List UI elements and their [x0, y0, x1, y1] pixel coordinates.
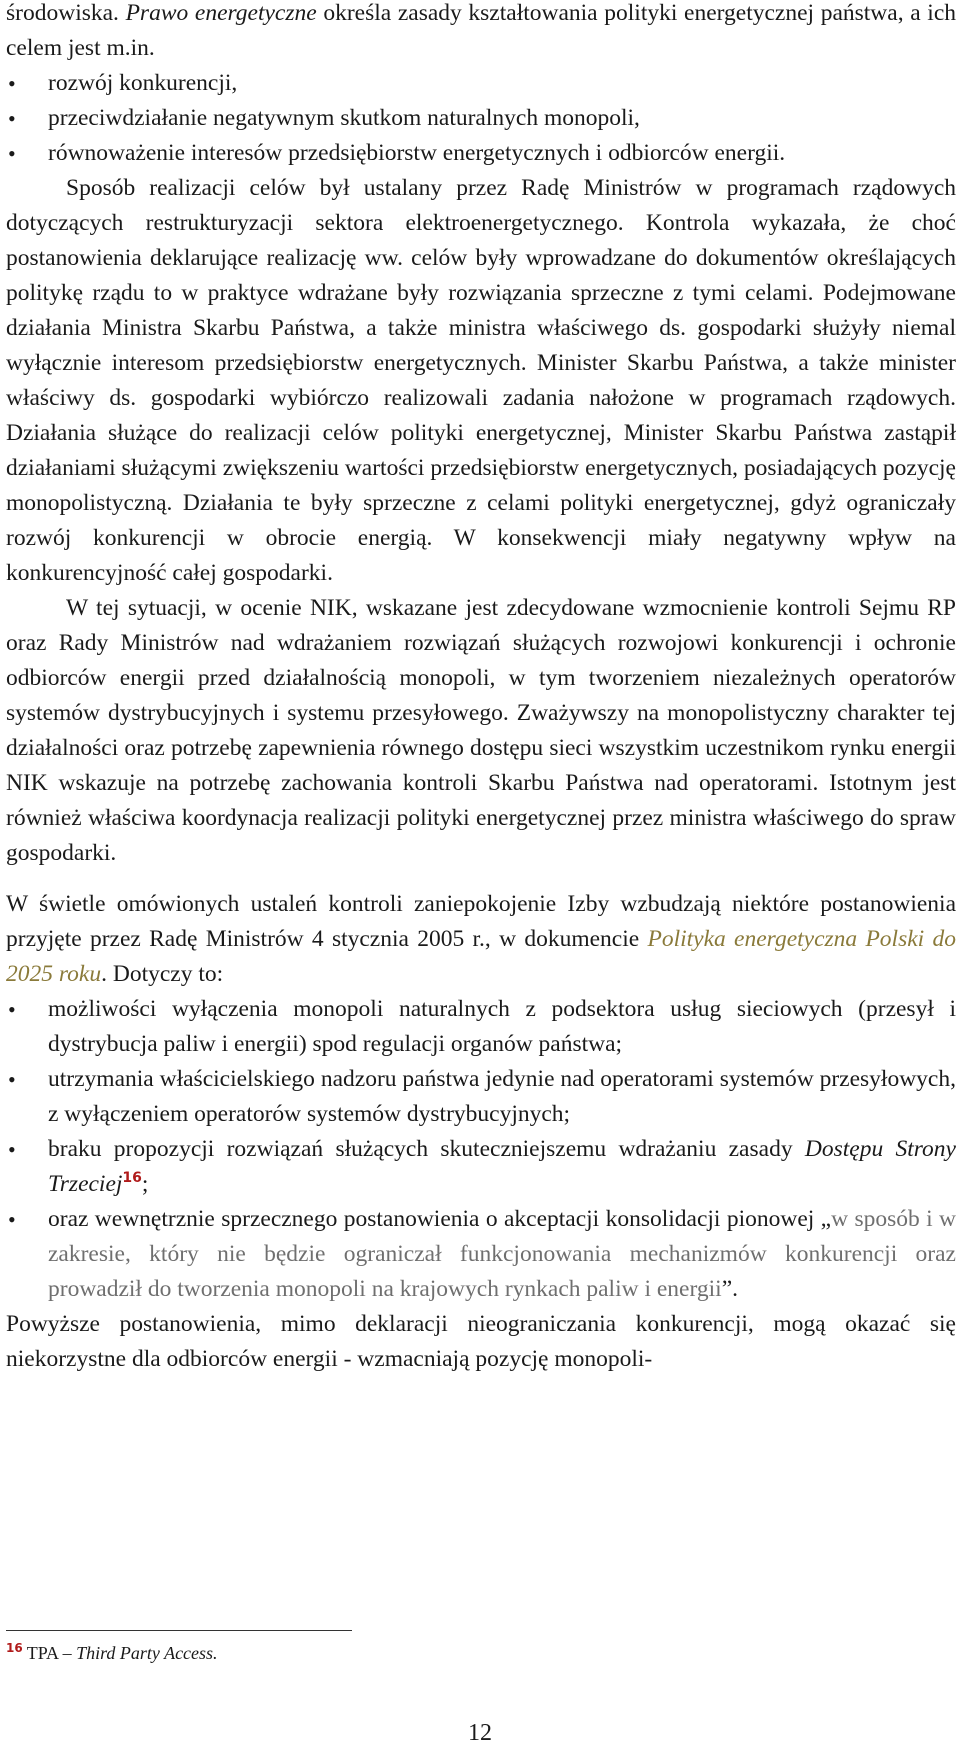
- list-item: • równoważenie interesów przedsiębiorstw energetycznych i odbiorców energii.: [6, 136, 956, 171]
- list-item: • utrzymania właścicielskiego nadzoru państwa jedynie nad operatorami systemów przesyłowych, z wyłączeniem operatorów systemów dystrybucyjnych;: [6, 1062, 956, 1132]
- intro-post: określa zasady kształtowania polityki energetycznej państwa, a ich celem jest m.in.: [6, 0, 957, 61]
- law-title: Prawo energetyczne: [125, 0, 317, 26]
- intro-pre: środowiska.: [6, 0, 126, 26]
- paragraph-2: W tej sytuacji, w ocenie NIK, wskazane jest zdecydowane wzmocnienie kontroli Sejmu RP oraz Rady Ministrów nad wdrażaniem rozwiązań służących rozwojowi konkurencji i ochronie odbiorców energii przed działalnością monopoli, w tym tworzeniem niezależnych operatorów systemów dystrybucyjnych i systemu przesyłowego. Zważywszy na monopolistyczny charakter tej działalności oraz potrzebę zapewnienia równego dostępu sieci wszystkim uczestnikom rynku energii NIK wskazuje na potrzebę zachowania kontroli Skarbu Państwa nad operatorami. Istotnym jest również właściwa koordynacja realizacji polityki energetycznej przez ministra właściwego do spraw gospodarki.: [6, 595, 956, 866]
- body-text: [6, 0, 956, 1377]
- footnote-pre: TPA –: [26, 1643, 77, 1663]
- paragraph-3: [6, 887, 956, 992]
- footnote-ref[interactable]: 16: [122, 1170, 142, 1187]
- tpa-term: Dostępu Strony Trzeciej: [48, 1136, 956, 1197]
- footnote: [6, 1640, 218, 1666]
- list-item: [6, 1132, 956, 1202]
- item4-pre: oraz wewnętrznie sprzecznego postanowienia o akceptacji konsolidacji pionowej „: [48, 1206, 832, 1232]
- document-title: Polityka energetyczna Polski do 2025 roku: [6, 926, 956, 987]
- list-item: [6, 1202, 956, 1307]
- paragraph-1: Sposób realizacji celów był ustalany przez Radę Ministrów w programach rządowych dotyczących restrukturyzacji sektora elektroenergetycznego. Kontrola wykazała, że choć postanowienia deklarujące realizację ww. celów były wprowadzane do dokumentów określających politykę rządu to w praktyce wdrażane były rozwiązania sprzeczne z tymi celami. Podejmowane działania Ministra Skarbu Państwa, a także ministra właściwego ds. gospodarki służyły niemal wyłącznie interesom przedsiębiorstw energetycznych. Minister Skarbu Państwa, a także minister właściwy ds. gospodarki wybiórczo realizowali zadania nałożone w programach rządowych. Działania służące do realizacji celów polityki energetycznej, Minister Skarbu Państwa zastąpił działaniami służącymi zwiększeniu wartości przedsiębiorstw energetycznych, posiadających pozycję monopolistyczną. Działania te były sprzeczne z celami polityki energetycznej, gdyż ograniczały rozwój konkurencji w obrocie energią. W konsekwencji miały negatywny wpływ na konkurencyjność całej gospodarki.: [6, 175, 956, 586]
- list-item: • rozwój konkurencji,: [6, 66, 956, 101]
- footnote-number: 16: [6, 1641, 23, 1655]
- list-item: • możliwości wyłączenia monopoli naturalnych z podsektora usług sieciowych (przesył i dystrybucja paliw i energii) spod regulacji organów państwa;: [6, 992, 956, 1062]
- item3-pre: braku propozycji rozwiązań służących skuteczniejszemu wdrażaniu zasady: [48, 1136, 805, 1162]
- paragraph-4: Powyższe postanowienia, mimo deklaracji nieograniczania konkurencji, mogą okazać się niekorzystne dla odbiorców energii - wzmacniają pozycję monopoli-: [6, 1311, 956, 1372]
- list-item: • przeciwdziałanie negatywnym skutkom naturalnych monopoli,: [6, 101, 956, 136]
- para3-post: . Dotyczy to:: [101, 961, 224, 987]
- footnote-divider: [6, 1630, 352, 1631]
- item4-post: ”.: [721, 1276, 738, 1302]
- intro-paragraph: [6, 0, 956, 66]
- quoted-text: w sposób i w zakresie, który nie będzie ograniczał funkcjonowania mechanizmów konkurencji oraz prowadził do tworzenia monopoli na krajowych rynkach paliw i energii: [48, 1206, 956, 1302]
- para3-pre: W świetle omówionych ustaleń kontroli zaniepokojenie Izby wzbudzają niektóre postanowienia przyjęte przez Radę Ministrów 4 stycznia 2005 r., w dokumencie: [6, 891, 956, 952]
- footnote-term: Third Party Access.: [76, 1643, 218, 1663]
- goals-list: [6, 66, 956, 171]
- page-number: 12: [468, 1720, 492, 1746]
- item3-post: ;: [141, 1171, 149, 1197]
- concerns-list: [6, 992, 956, 1307]
